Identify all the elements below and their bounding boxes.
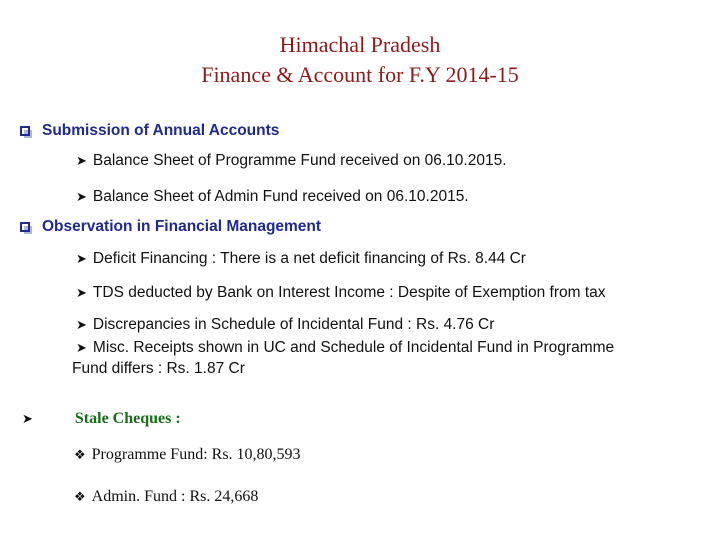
list-item (76, 250, 526, 268)
list-item (76, 284, 606, 302)
section-heading-submission (20, 122, 279, 140)
arrow-bullet-icon: ➤ (22, 411, 33, 426)
arrow-bullet-icon: ➤ (76, 189, 87, 204)
list-item-continuation: Fund differs : Rs. 1.87 Cr (72, 360, 245, 377)
list-item-text: Balance Sheet of Admin Fund received on 06.10.2015. (92, 188, 469, 205)
list-item-text: Balance Sheet of Programme Fund received on 06.10.2015. (92, 152, 507, 169)
title-line-2: Finance & Account for F.Y 2014-15 (201, 62, 519, 87)
section-label: Observation in Financial Management (42, 218, 322, 235)
section-heading-observation (20, 218, 321, 236)
list-item-text: TDS deducted by Bank on Interest Income : Despite of Exemption from tax (92, 284, 606, 301)
list-item (76, 152, 507, 170)
stale-item (74, 488, 258, 506)
arrow-bullet-icon: ➤ (76, 251, 87, 266)
section-label: Submission of Annual Accounts (42, 122, 280, 139)
square-bullet-icon (20, 126, 30, 136)
diamond-bullet-icon: ❖ (74, 489, 86, 504)
square-bullet-icon (20, 222, 30, 232)
stale-item-text: Admin. Fund : Rs. 24,668 (91, 488, 259, 505)
title-line-1: Himachal Pradesh (279, 32, 441, 57)
stale-cheques-heading (22, 410, 181, 428)
stale-cheques-label: Stale Cheques : (74, 410, 181, 427)
arrow-bullet-icon: ➤ (76, 317, 87, 332)
list-item (76, 188, 469, 206)
diamond-bullet-icon: ❖ (74, 447, 86, 462)
list-item-text: Deficit Financing : There is a net deficit financing of Rs. 8.44 Cr (92, 250, 526, 267)
arrow-bullet-icon: ➤ (76, 340, 87, 355)
list-item-text: Discrepancies in Schedule of Incidental Fund : Rs. 4.76 Cr (92, 316, 495, 333)
arrow-bullet-icon: ➤ (76, 285, 87, 300)
list-item-text: Misc. Receipts shown in UC and Schedule of Incidental Fund in Programme (92, 339, 615, 356)
stale-item-text: Programme Fund: Rs. 10,80,593 (91, 446, 301, 463)
list-item (76, 316, 494, 334)
list-item (76, 339, 614, 357)
stale-item (74, 446, 301, 464)
arrow-bullet-icon: ➤ (76, 153, 87, 168)
